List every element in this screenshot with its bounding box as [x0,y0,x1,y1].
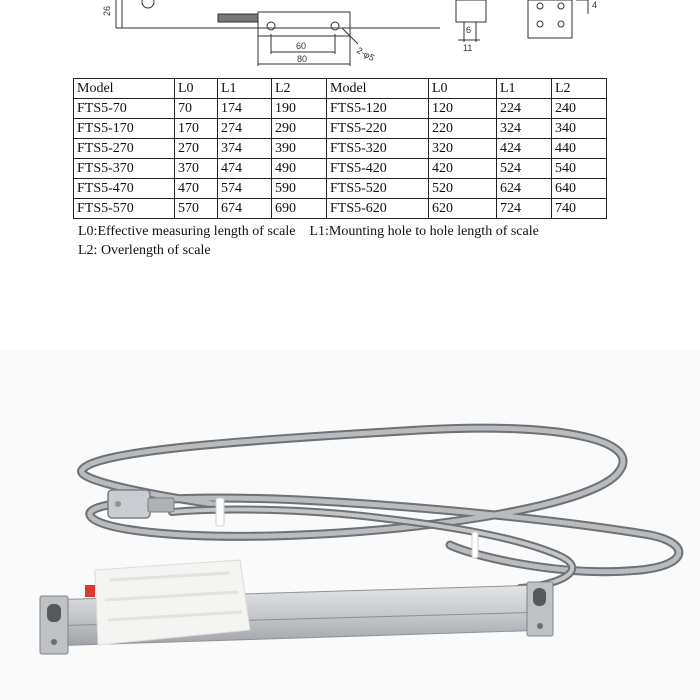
bracket-hole-2 [331,22,339,30]
cell-l1: 674 [218,199,272,219]
table-row [74,99,607,119]
cell-l1: 574 [218,179,272,199]
red-tag [85,585,95,597]
left-screw [51,639,57,645]
mount-bracket [258,12,350,36]
table-row [74,159,607,179]
cell-model: FTS5-420 [327,159,429,179]
cell-l2: 640 [552,179,607,199]
cell-l0: 420 [429,159,497,179]
cell-l1: 474 [218,159,272,179]
cell-l0: 570 [175,199,218,219]
table-row [74,199,607,219]
cell-l1: 274 [218,119,272,139]
right-screw [537,623,543,629]
cell-l0: 620 [429,199,497,219]
dim-26-label: 26 [102,5,112,16]
cell-l2: 590 [272,179,327,199]
dim-hole-label: 2-φ5 [355,45,377,64]
note-l2: L2: Overlength of scale [78,243,211,258]
dim-80-label: 80 [297,54,308,64]
end-hole-1 [537,3,543,9]
cell-model: FTS5-220 [327,119,429,139]
cell-model: FTS5-270 [74,139,175,159]
table-row [74,139,607,159]
cell-model: FTS5-170 [74,119,175,139]
cell-model: FTS5-320 [327,139,429,159]
cell-l2: 490 [272,159,327,179]
cable-stub [218,14,258,22]
cell-l0: 320 [429,139,497,159]
connector-screw [115,501,121,507]
note-l1: L1:Mounting hole to hole length of scale [309,224,539,239]
cable-tie-2 [472,532,478,558]
header-l2: L2 [272,79,327,99]
cell-model: FTS5-570 [74,199,175,219]
dim-60-label: 60 [296,41,307,51]
protective-wrap [85,560,250,645]
cell-l1: 174 [218,99,272,119]
dim-4-label: 4 [592,0,598,10]
cell-l0: 120 [429,99,497,119]
cell-l1: 424 [497,139,552,159]
product-photo [0,330,700,700]
cell-l1: 374 [218,139,272,159]
cell-l2: 690 [272,199,327,219]
cell-l0: 520 [429,179,497,199]
header-l0: L0 [175,79,218,99]
cell-l2: 440 [552,139,607,159]
cell-l2: 290 [272,119,327,139]
technical-drawing [0,0,700,72]
table-header-row [74,79,607,99]
cell-l0: 170 [175,119,218,139]
cell-model: FTS5-520 [327,179,429,199]
cell-l2: 740 [552,199,607,219]
cell-l0: 270 [175,139,218,159]
model-spec-table [73,78,607,219]
cell-l2: 390 [272,139,327,159]
end-hole-3 [537,21,543,27]
cell-l1: 624 [497,179,552,199]
header-model-2: Model [327,79,429,99]
header-model: Model [74,79,175,99]
cell-l2: 190 [272,99,327,119]
cell-l1: 324 [497,119,552,139]
end-view [528,0,572,38]
end-hole-4 [558,21,564,27]
cell-model: FTS5-70 [74,99,175,119]
cell-model: FTS5-120 [327,99,429,119]
side-view [456,0,486,22]
cell-l2: 340 [552,119,607,139]
connector-shell [108,490,150,518]
cell-l1: 724 [497,199,552,219]
bracket-hole-1 [267,22,275,30]
end-hole-2 [558,3,564,9]
cell-model: FTS5-470 [74,179,175,199]
cell-model: FTS5-620 [327,199,429,219]
connector-boot [148,498,174,512]
header-l2-2: L2 [552,79,607,99]
table-row [74,119,607,139]
dim-11-label: 11 [463,43,473,53]
legend-l0-l1 [78,224,539,240]
header-l1: L1 [218,79,272,99]
cable-tie-1 [216,498,224,526]
cell-l2: 240 [552,99,607,119]
cell-l0: 370 [175,159,218,179]
mount-hole-left [142,0,154,8]
cell-l1: 224 [497,99,552,119]
cell-l0: 70 [175,99,218,119]
header-l0-2: L0 [429,79,497,99]
dim-6-label: 6 [466,25,472,35]
header-l1-2: L1 [497,79,552,99]
table-row [74,179,607,199]
cell-l0: 470 [175,179,218,199]
cell-l0: 220 [429,119,497,139]
left-mount-slot [47,604,61,622]
note-l0: L0:Effective measuring length of scale [78,224,296,239]
cell-l1: 524 [497,159,552,179]
cell-model: FTS5-370 [74,159,175,179]
cell-l2: 540 [552,159,607,179]
right-mount-slot [533,588,546,606]
